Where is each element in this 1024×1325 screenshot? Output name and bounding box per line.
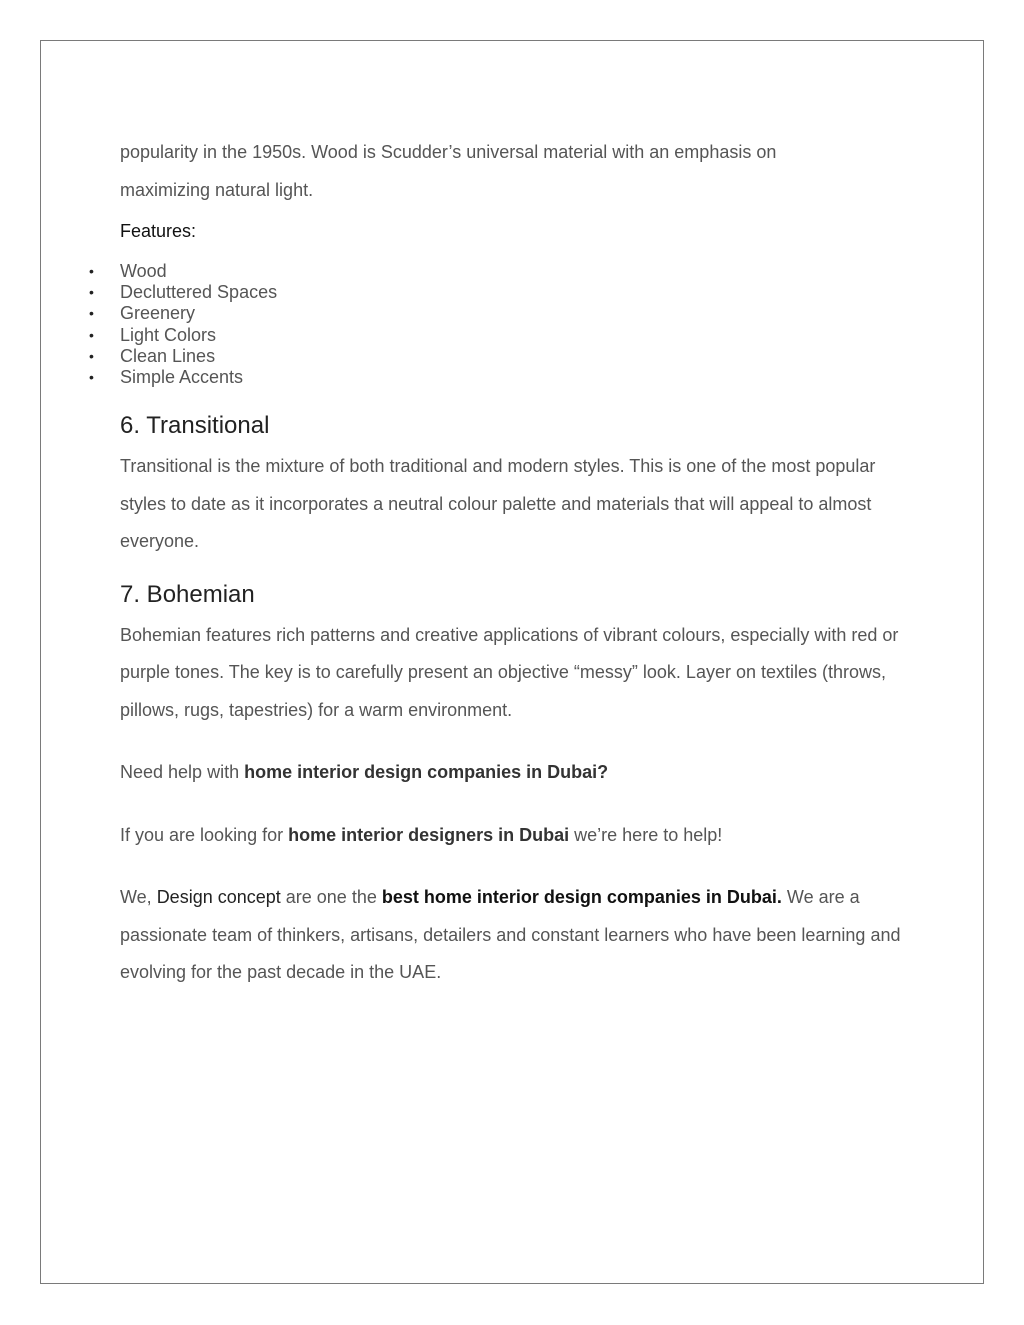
bullet-icon: • bbox=[89, 263, 94, 279]
about-bold: best home interior design companies in Dubai. bbox=[381, 887, 782, 908]
intro-line-2: maximizing natural light. bbox=[120, 179, 314, 200]
paragraph-about bbox=[120, 879, 920, 992]
document-body bbox=[89, 134, 920, 992]
features-label: Features: bbox=[120, 221, 197, 241]
paragraph-looking bbox=[120, 817, 920, 855]
heading-transitional: 6. Transitional bbox=[120, 412, 270, 440]
list-item bbox=[0, 282, 600, 303]
feature-label: Clean Lines bbox=[120, 345, 216, 366]
list-item bbox=[0, 325, 600, 346]
feature-label: Light Colors bbox=[120, 324, 217, 345]
bullet-icon: • bbox=[89, 369, 94, 386]
feature-label: Decluttered Spaces bbox=[120, 282, 278, 303]
paragraph-transitional: Transitional is the mixture of both traditional and modern styles. This is one of the most popular styles to date as it incorporates a neutral colour palette and materials that will appeal to almost everyone. bbox=[120, 456, 876, 552]
intro-line-1: popularity in the 1950s. Wood is Scudder’s universal material with an emphasis on bbox=[120, 142, 777, 162]
looking-suffix: we’re here to help! bbox=[569, 824, 723, 845]
feature-label: Wood bbox=[120, 261, 167, 281]
bullet-icon: • bbox=[89, 284, 94, 301]
need-help-bold: home interior design companies in Dubai? bbox=[244, 762, 609, 783]
bullet-icon: • bbox=[89, 326, 94, 343]
looking-text: If you are looking for bbox=[120, 824, 289, 845]
list-item bbox=[0, 367, 600, 388]
bullet-icon: • bbox=[89, 347, 94, 364]
looking-bold: home interior designers in Dubai bbox=[288, 824, 570, 845]
about-mid: are one the bbox=[280, 887, 382, 908]
list-item bbox=[0, 261, 600, 282]
heading-bohemian: 7. Bohemian bbox=[120, 580, 255, 608]
need-help-text: Need help with bbox=[120, 762, 245, 783]
about-we: We, bbox=[120, 887, 157, 908]
feature-label: Greenery bbox=[120, 303, 196, 324]
list-item bbox=[0, 346, 600, 367]
bullet-icon: • bbox=[89, 305, 94, 322]
features-list bbox=[0, 261, 600, 388]
about-rest: We are a passionate team of thinkers, artisans, detailers and constant learners who have been learning and evolving for the past decade in the UAE. bbox=[120, 887, 901, 983]
feature-label: Simple Accents bbox=[120, 367, 244, 388]
list-item bbox=[0, 303, 600, 324]
paragraph-need-help bbox=[120, 754, 920, 792]
paragraph-bohemian: Bohemian features rich patterns and creative applications of vibrant colours, especially with red or purple tones. The key is to carefully present an objective “messy” look. Layer on textiles (throws, pillows, rugs, tapestries) for a warm environment. bbox=[120, 624, 899, 720]
company-name: Design concept bbox=[156, 887, 281, 908]
